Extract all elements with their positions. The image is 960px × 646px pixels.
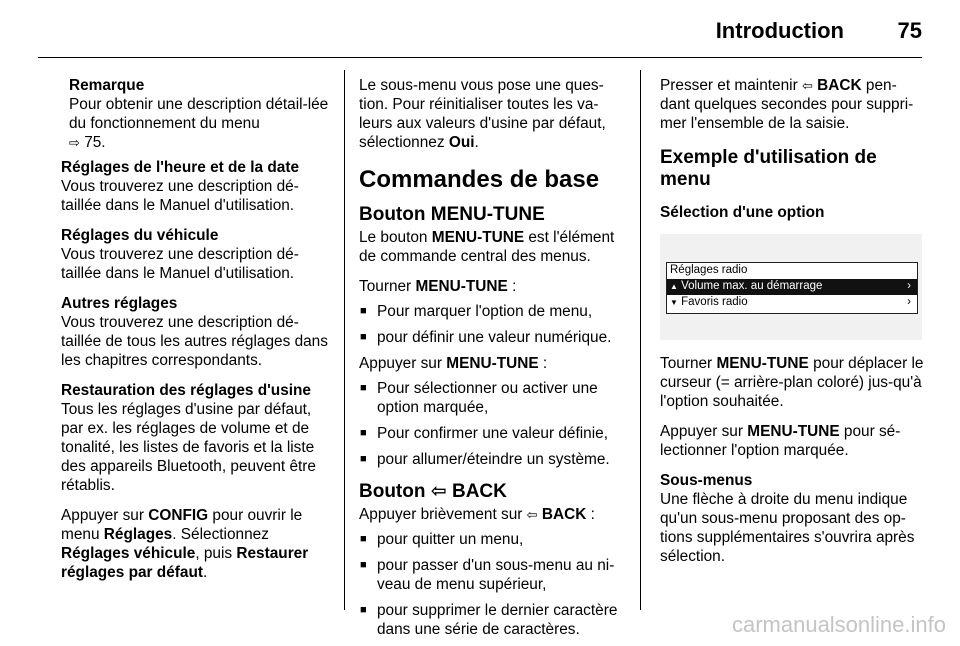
heading-menu-tune: Bouton MENU-TUNE [359, 204, 545, 225]
radio-display [666, 262, 918, 314]
page-reference[interactable]: 75. [84, 134, 106, 151]
paragraph-config: Appuyer sur CONFIG pour ouvrir le menu Réglages. Sélectionnez Réglages véhicule, puis Restaurer réglages par défaut. [61, 507, 309, 581]
section-factory-reset: Restauration des réglages d'usine Tous les réglages d'usine par défaut, par ex. les réglages de volume et de tonalité, les listes de favoris et la liste des appareils Bluetooth, peuvent être rétablis. [61, 381, 329, 495]
display-row[interactable]: ▼ Favoris radio › [670, 296, 911, 308]
chevron-right-icon: › [907, 280, 911, 292]
header-rule [38, 57, 922, 58]
note-title: Remarque [69, 77, 145, 94]
back-arrow-icon: ⇦ [526, 507, 538, 522]
section-submenus: Sous-menus Une flèche à droite du menu indique qu'un sous-menu proposant des op-tions supplémentaires s'ouvrira après sélection. [660, 471, 925, 566]
page-title: Introduction [715, 18, 844, 43]
paragraph-hold-back: Presser et maintenir ⇦ BACK pen-dant quelques secondes pour suppri-mer l'ensemble de la saisie. [660, 77, 914, 132]
page-header [0, 0, 960, 60]
column-divider [640, 70, 641, 610]
column-middle [359, 76, 623, 646]
section-title: Autres réglages [61, 295, 178, 312]
heading-basic-controls: Commandes de base [359, 166, 600, 193]
list-item: ■ Pour confirmer une valeur définie, [359, 424, 623, 443]
list-item: ■ pour allumer/éteindre un système. [359, 450, 623, 469]
up-arrow-icon: ▲ [670, 282, 678, 291]
paragraph-move-cursor: Tourner MENU-TUNE pour déplacer le curseur (= arrière-plan coloré) jus-qu'à l'option souhaitée. [660, 355, 924, 410]
column-left [61, 76, 329, 593]
list-item: ■ pour supprimer le dernier caractère dans une série de caractères. [359, 601, 623, 639]
section-title: Réglages du véhicule [61, 227, 219, 244]
list-press [359, 379, 623, 469]
heading-select-option: Sélection d'une option [660, 204, 825, 221]
note-text: Pour obtenir une description détail-lée du fonctionnement du menu ⇨ 75. [69, 96, 329, 151]
heading-back: Bouton ⇦ BACK [359, 481, 507, 502]
display-title: Réglages radio [670, 264, 748, 276]
chevron-right-icon: › [907, 296, 911, 308]
page-number: 75 [897, 18, 922, 43]
display-row-selected[interactable]: ▲ Volume max. au démarrage › [667, 279, 917, 295]
back-arrow-icon: ⇦ [430, 481, 447, 502]
list-item: ■ Pour marquer l'option de menu, [359, 302, 623, 321]
list-turn [359, 302, 623, 347]
list-item: ■ pour définir une valeur numérique. [359, 328, 623, 347]
note-box [61, 76, 329, 152]
back-arrow-icon: ⇦ [802, 78, 813, 93]
list-back [359, 530, 623, 639]
paragraph-turn: Tourner MENU-TUNE : [359, 278, 517, 295]
section-other: Autres réglages Vous trouverez une description dé-taillée de tous les autres réglages dans les chapitres correspondants. [61, 295, 328, 369]
radio-display-illustration [660, 234, 922, 340]
paragraph-submenu: Le sous-menu vous pose une ques-tion. Pour réinitialiser toutes les va-leurs aux valeurs d'usine par défaut, sélectionnez Oui. [359, 77, 606, 151]
section-time-date: Réglages de l'heure et de la date Vous trouverez une description dé-taillée dans le Manuel d'utilisation. [61, 158, 329, 215]
down-arrow-icon: ▼ [670, 298, 678, 307]
section-title: Sous-menus [660, 472, 753, 489]
heading-menu-example: Exemple d'utilisation de menu [660, 147, 877, 190]
paragraph-select-marked: Appuyer sur MENU-TUNE pour sé-lectionner l'option marquée. [660, 423, 901, 459]
section-title: Réglages de l'heure et de la date [61, 159, 300, 176]
paragraph-press: Appuyer sur MENU-TUNE : [359, 355, 548, 372]
list-item: ■ pour passer d'un sous-menu au ni-veau de menu supérieur, [359, 556, 623, 594]
paragraph-menu-tune: Le bouton MENU-TUNE est l'élément de commande central des menus. [359, 229, 615, 265]
list-item: ■ Pour sélectionner ou activer une option marquée, [359, 379, 623, 417]
watermark: carmanualsonline.info [731, 612, 946, 637]
column-divider [344, 70, 345, 610]
section-title: Restauration des réglages d'usine [61, 382, 311, 399]
list-item: ■ pour quitter un menu, [359, 530, 623, 549]
section-vehicle: Réglages du véhicule Vous trouverez une description dé-taillée dans le Manuel d'utilisation. [61, 226, 329, 283]
column-right [660, 76, 925, 577]
paragraph-back: Appuyer brièvement sur ⇦ BACK : [359, 506, 595, 523]
page-reference-icon: ⇨ [69, 135, 80, 150]
